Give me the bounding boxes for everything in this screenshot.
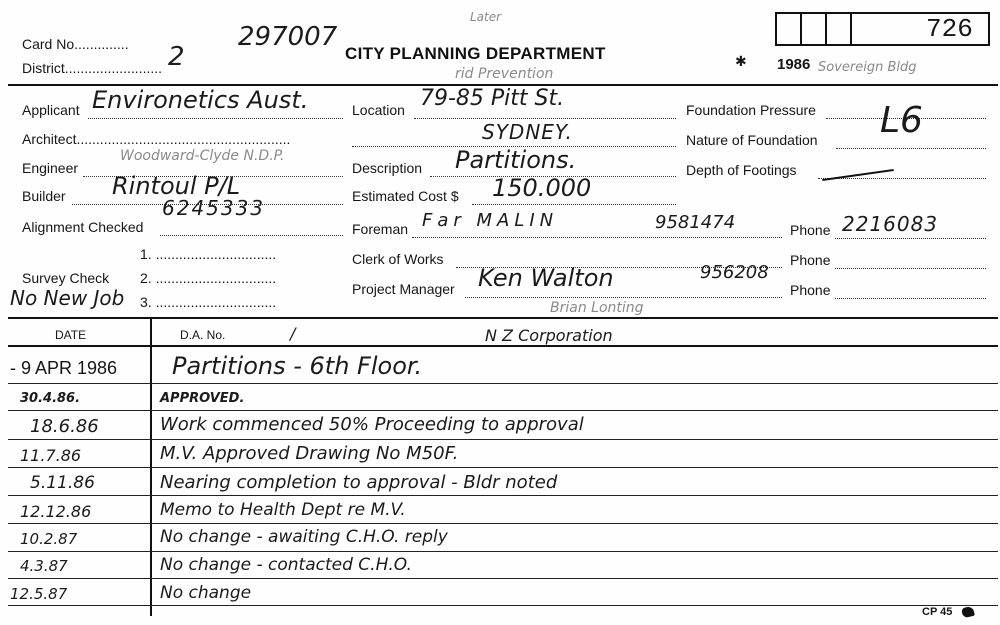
log-entry-2: APPROVED. xyxy=(160,391,245,406)
estimated-cost-line xyxy=(472,204,676,205)
log-date-8: 4.3.87 xyxy=(20,557,68,575)
project-manager-label: Project Manager xyxy=(352,281,455,297)
card-no-value: 2 xyxy=(168,42,185,72)
log-entry-3: Work commenced 50% Proceeding to approval xyxy=(160,414,584,435)
engineer-value: Woodward-Clyde N.D.P. xyxy=(120,148,285,164)
depth-of-footings-line xyxy=(818,178,986,179)
alignment-label: Alignment Checked xyxy=(22,219,144,235)
nature-of-foundation-line xyxy=(836,148,986,149)
log-rule-3 xyxy=(8,439,998,440)
da-no-header: D.A. No. xyxy=(180,328,226,342)
date-column-header: DATE xyxy=(55,328,87,342)
log-rule-6 xyxy=(8,523,998,524)
log-date-4: 11.7.86 xyxy=(20,446,82,465)
builder-label: Builder xyxy=(22,188,66,204)
phone-1-value: 2216083 xyxy=(842,212,939,236)
card-title: CITY PLANNING DEPARTMENT xyxy=(345,44,606,63)
survey-check-2: 2. ............................... xyxy=(140,270,277,286)
foreman-label: Foreman xyxy=(352,221,409,237)
log-entry-7: No change - awaiting C.H.O. reply xyxy=(160,527,448,547)
builder-value: Rintoul P/L xyxy=(112,172,241,200)
location-value: 79-85 Pitt St. xyxy=(420,86,565,111)
estimated-cost-value: 150.000 xyxy=(492,174,592,202)
nature-of-foundation-value: L6 xyxy=(880,100,923,141)
top-note: rid Prevention xyxy=(455,66,554,82)
phone-3-line xyxy=(835,298,986,299)
location-value-2: SYDNEY. xyxy=(482,120,573,144)
nature-of-foundation-label: Nature of Foundation xyxy=(686,132,818,148)
applicant-line xyxy=(88,118,343,119)
foreman-phone: 9581474 xyxy=(655,212,736,233)
log-header-rule xyxy=(8,345,998,347)
depth-of-footings-label: Depth of Footings xyxy=(686,162,797,178)
description-label: Description xyxy=(352,160,423,176)
log-date-5: 5.11.86 xyxy=(30,473,95,493)
location-line xyxy=(414,118,676,119)
project-manager-value: Ken Walton xyxy=(478,264,614,292)
da-no-value: / xyxy=(290,324,296,343)
survey-check-1: 1. ............................... xyxy=(140,246,277,262)
phone-1-label: Phone xyxy=(790,222,831,238)
project-manager-note: Brian Lonting xyxy=(550,300,644,316)
form-code: CP 45 xyxy=(922,606,953,618)
log-date-3: 18.6.86 xyxy=(30,416,99,437)
foundation-pressure-label: Foundation Pressure xyxy=(686,102,816,118)
project-manager-line xyxy=(465,297,782,298)
foreman-value: Far MALIN xyxy=(422,210,559,231)
clerk-of-works-label: Clerk of Works xyxy=(352,251,444,267)
log-rule-1 xyxy=(8,383,998,384)
survey-check-3: 3. ............................... xyxy=(140,294,277,310)
number-box-1 xyxy=(775,12,802,46)
survey-note: No New Job xyxy=(10,286,125,310)
top-right-note: Sovereign Bldg xyxy=(818,60,917,75)
log-rule-5 xyxy=(8,495,998,496)
log-date-6: 12.12.86 xyxy=(20,502,92,521)
log-rule-8 xyxy=(8,578,998,579)
log-entry-6: Memo to Health Dept re M.V. xyxy=(160,500,406,520)
builder-phone: 6245333 xyxy=(162,196,266,220)
applicant-label: Applicant xyxy=(22,102,80,118)
architect-label: Architect....................................................... xyxy=(22,131,291,147)
phone-2-label: Phone xyxy=(790,252,831,268)
applicant-value: Environetics Aust. xyxy=(92,86,309,114)
depth-of-footings-stroke xyxy=(822,169,894,181)
foreman-line xyxy=(412,237,782,238)
log-date-9: 12.5.87 xyxy=(10,585,68,603)
description-value: Partitions. xyxy=(455,146,577,174)
log-rule-4 xyxy=(8,467,998,468)
phone-2-line xyxy=(835,268,986,269)
log-rule-2 xyxy=(8,410,998,411)
da-note: N Z Corporation xyxy=(485,326,613,345)
top-scribble: Later xyxy=(470,10,502,24)
number-box-2 xyxy=(800,12,827,46)
phone-3-label: Phone xyxy=(790,282,831,298)
log-date-7: 10.2.87 xyxy=(20,530,78,548)
year-label: 1986 xyxy=(777,56,811,73)
log-entry-5: Nearing completion to approval - Bldr noted xyxy=(160,472,558,493)
estimated-cost-label: Estimated Cost $ xyxy=(352,188,459,204)
details-bottom-rule xyxy=(8,317,998,319)
star-mark: ✱ xyxy=(735,54,747,70)
ink-blot xyxy=(961,606,975,618)
phone-1-line xyxy=(835,238,986,239)
number-box-3 xyxy=(825,12,852,46)
log-date-2: 30.4.86. xyxy=(20,391,81,406)
engineer-label: Engineer xyxy=(22,160,79,176)
log-rule-9 xyxy=(8,605,998,606)
log-entry-4: M.V. Approved Drawing No M50F. xyxy=(160,443,459,464)
district-value: 297007 xyxy=(238,22,338,52)
card-number: 726 xyxy=(926,14,973,44)
card-no-label: Card No.............. xyxy=(22,36,129,52)
log-entry-9: No change xyxy=(160,583,252,603)
survey-check-label: Survey Check xyxy=(22,270,110,286)
district-label: District......................... xyxy=(22,60,163,76)
log-entry-8: No change - contacted C.H.O. xyxy=(160,555,412,575)
log-entry-1: Partitions - 6th Floor. xyxy=(172,352,423,380)
project-manager-phone: 956208 xyxy=(700,262,769,283)
log-date-1: - 9 APR 1986 xyxy=(10,358,118,378)
alignment-line xyxy=(160,235,343,236)
log-rule-7 xyxy=(8,551,998,552)
location-label: Location xyxy=(352,102,405,118)
